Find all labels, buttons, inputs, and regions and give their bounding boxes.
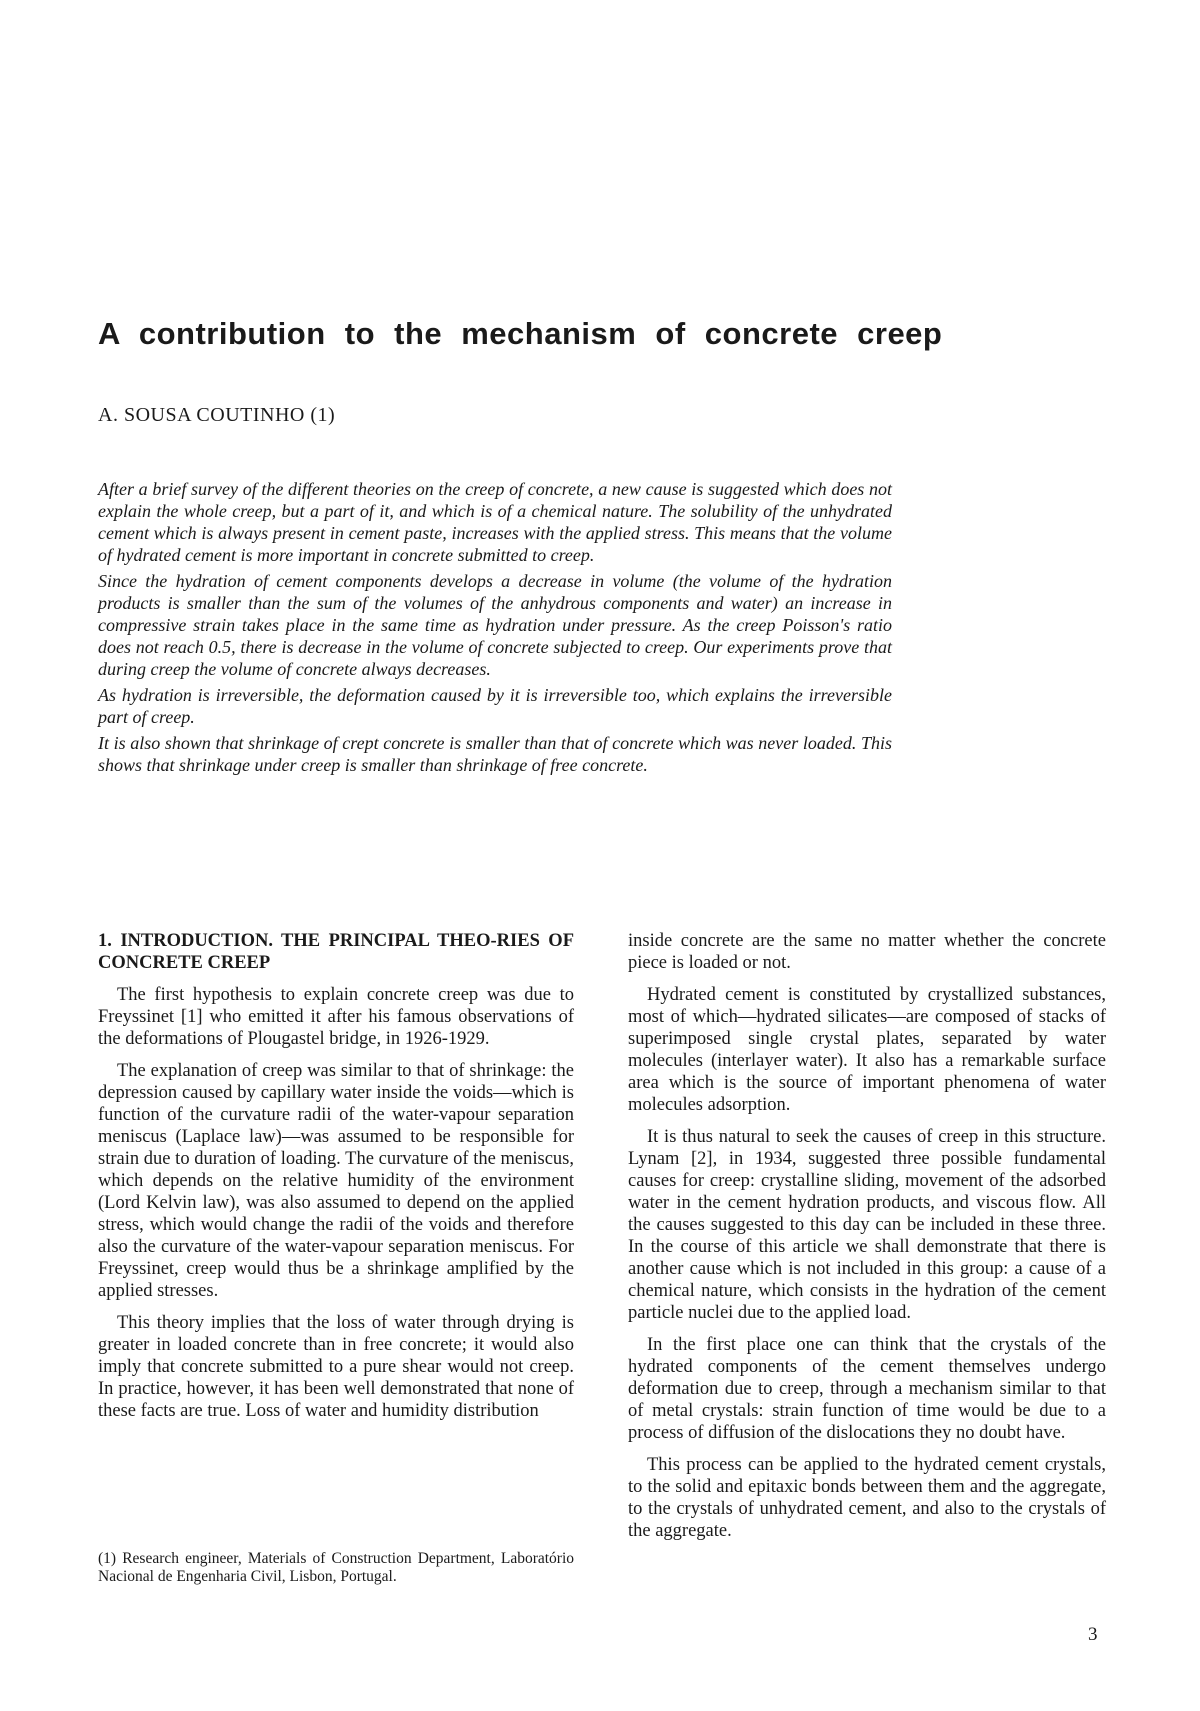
author-line (98, 404, 335, 427)
abstract-paragraph: It is also shown that shrinkage of crept concrete is smaller than that of concrete which was never loaded. This shows that shrinkage under creep is smaller than shrinkage of free concrete. (98, 733, 892, 775)
right-column (628, 930, 1106, 1552)
article-title: A contribution to the mechanism of concrete creep (98, 316, 943, 351)
author-name: A. SOUSA COUTINHO (98, 404, 305, 426)
footnote-text: Research engineer, Materials of Construction Department, Laboratório Nacional de Engenharia Civil, Lisbon, Portugal. (98, 1550, 575, 1585)
body-paragraph: The explanation of creep was similar to that of shrinkage: the depression caused by capillary water inside the voids—which is function of the curvature radii of the water-vapour separation meniscus (Laplace law)—was assumed to be responsible for strain due to duration of loading. The curvature of the meniscus, which depends on the relative humidity of the environment (Lord Kelvin law), was also assumed to depend on the applied stress, which would change the radii of the voids and therefore also the curvature of the water-vapour separation meniscus. For Freyssinet, creep would thus be a shrinkage amplified by the applied stresses. (98, 1061, 574, 1301)
abstract-paragraph: As hydration is irreversible, the deformation caused by it is irreversible too, which explains the irreversible part of creep. (98, 685, 892, 727)
body-paragraph: In the first place one can think that the crystals of the hydrated components of the cement themselves undergo deformation due to creep, through a mechanism similar to that of metal crystals: strain function of time would be due to a process of diffusion of the dislocations they no doubt have. (628, 1335, 1106, 1443)
left-column (98, 930, 574, 1432)
body-paragraph-continued: inside concrete are the same no matter whether the concrete piece is loaded or not. (628, 931, 1106, 973)
footnote-marker: (1) (98, 1550, 117, 1567)
author-footnote-marker: (1) (310, 404, 336, 426)
abstract-paragraph: Since the hydration of cement components develops a decrease in volume (the volume of the hydration products is smaller than the sum of the volumes of the anhydrous components and water) an increase in compressive strain takes place in the same time as hydration under pressure. As the creep Poisson's ratio does not reach 0.5, there is decrease in the volume of concrete subjected to creep. Our experiments prove that during creep the volume of concrete always decreases. (98, 571, 892, 679)
abstract (98, 478, 892, 780)
body-paragraph: This theory implies that the loss of water through drying is greater in loaded concrete than in free concrete; it would also imply that concrete submitted to a pure shear would not creep. In practice, however, it has been well demonstrated that none of these facts are true. Loss of water and humidity distribution (98, 1313, 574, 1421)
abstract-paragraph: After a brief survey of the different theories on the creep of concrete, a new cause is suggested which does not explain the whole creep, but a part of it, and which is of a chemical nature. The solubility of the unhydrated cement which is always present in cement paste, increases with the applied stress. This means that the volume of hydrated cement is more important in concrete submitted to creep. (98, 479, 892, 565)
section-heading: 1. INTRODUCTION. THE PRINCIPAL THEO-RIES OF CONCRETE CREEP (98, 931, 574, 973)
footnote (98, 1550, 574, 1586)
page-number: 3 (1088, 1624, 1098, 1645)
body-paragraph: This process can be applied to the hydrated cement crystals, to the solid and epitaxic bonds between them and the aggregate, to the crystals of unhydrated cement, and also to the crystals of the aggregate. (628, 1455, 1106, 1541)
body-paragraph: The first hypothesis to explain concrete creep was due to Freyssinet [1] who emitted it after his famous observations of the deformations of Plougastel bridge, in 1926-1929. (98, 985, 574, 1049)
body-paragraph: It is thus natural to seek the causes of creep in this structure. Lynam [2], in 1934, suggested three possible fundamental causes for creep: crystalline sliding, movement of the adsorbed water in the cement hydration products, and viscous flow. All the causes suggested to this day can be included in these three. In the course of this article we shall demonstrate that there is another cause which is not included in this group: a cause of a chemical nature, which consists in the hydration of the cement particle nuclei due to the applied load. (628, 1127, 1106, 1323)
body-paragraph: Hydrated cement is constituted by crystallized substances, most of which—hydrated silicates—are composed of stacks of superimposed single crystal plates, separated by water molecules (interlayer water). It also has a remarkable surface area which is the source of important phenomena of water molecules adsorption. (628, 985, 1106, 1115)
